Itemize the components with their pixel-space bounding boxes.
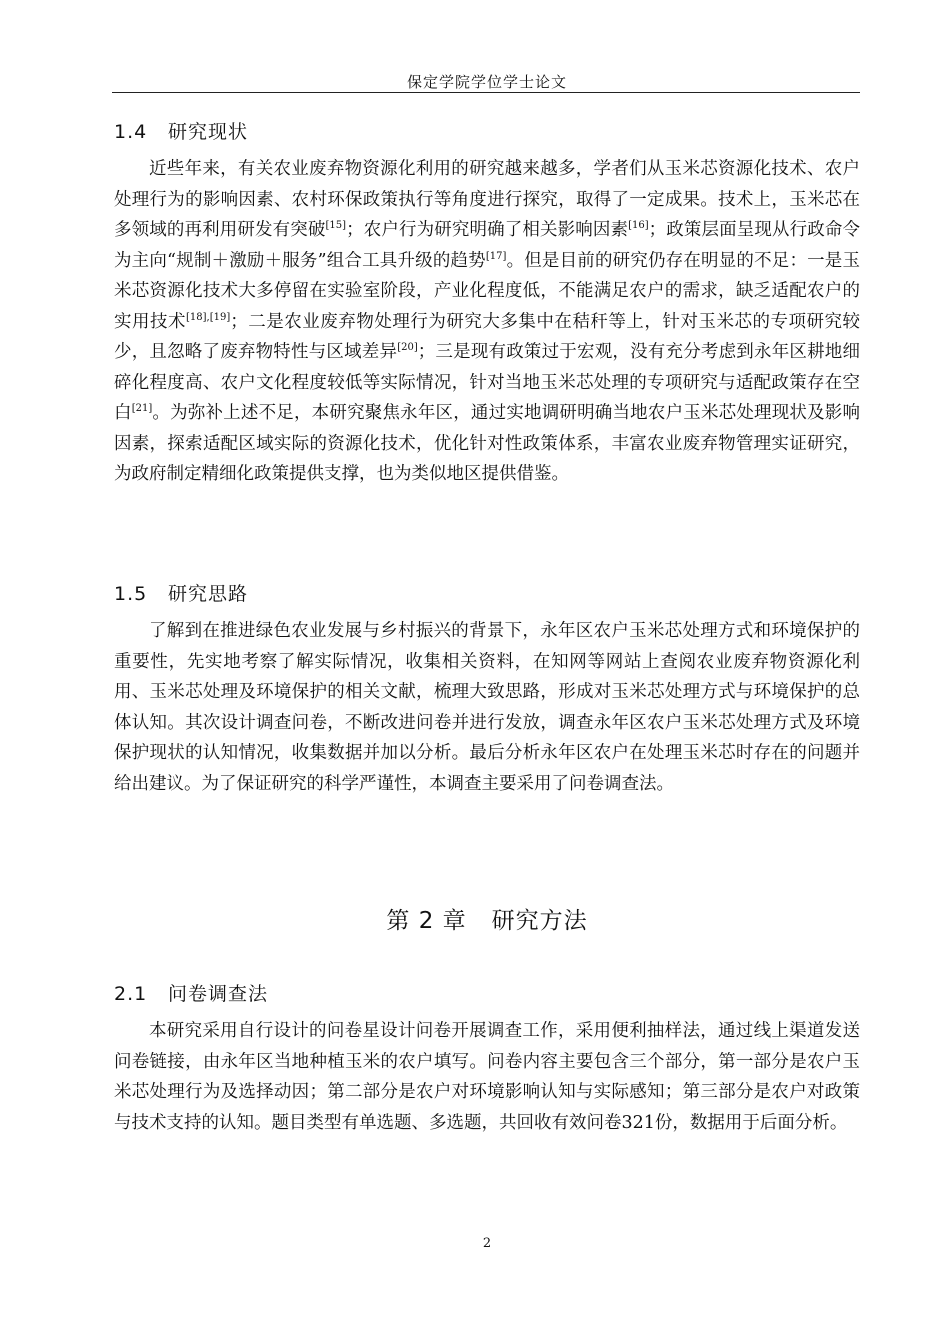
citation-ref: [16] — [628, 220, 649, 232]
section-title: 研究思路 — [168, 583, 249, 605]
section-1-5 — [114, 580, 860, 799]
page-number: 2 — [482, 1236, 492, 1251]
citation-ref: [21] — [131, 403, 153, 415]
section-number: 1.5 — [114, 583, 148, 605]
citation-ref: [15] — [325, 220, 347, 232]
citation-ref: [20] — [397, 342, 418, 354]
paragraph-research-status — [114, 154, 860, 490]
page-header: 保定学院学位学士论文 — [406, 73, 567, 91]
text-run: ；三是现有政策过于宏观，没有充分考虑到永年区耕地细碎化程度高、农户文化程度较低等实际情况，针对当地玉米芯处理的专项研究与适配政策存在空白 — [114, 342, 860, 423]
text-run: 。为弥补上述不足，本研究聚焦永年区，通过实地调研明确当地农户玉米芯处理现状及影响因素，探索适配区域实际的资源化技术，优化针对性政策体系，丰富农业废弃物管理实证研究，为政府制定精细化政策提供支撑，也为类似地区提供借鉴。 — [114, 403, 861, 484]
text-run: ；农户行为研究明确了相关影响因素 — [346, 220, 629, 240]
section-heading-2-1 — [114, 980, 860, 1008]
section-2-1 — [114, 980, 860, 1138]
header-rule — [112, 92, 860, 93]
section-heading-1-4 — [114, 118, 860, 146]
text-run: 。但是目前的研究仍存在明显的不足：一是玉米芯资源化技术大多停留在实验室阶段，产业化程度低，不能满足农户的需求，缺乏适配农户的实用技术 — [114, 250, 860, 332]
citation-ref: [18],[19] — [186, 311, 231, 323]
text-run: ；二是农业废弃物处理行为研究大多集中在秸秆等上，针对玉米芯的专项研究较少，且忽略了废弃物特性与区域差异 — [114, 311, 861, 362]
section-title: 问卷调查法 — [168, 983, 269, 1005]
section-heading-1-5 — [114, 580, 860, 608]
citation-ref: [17] — [485, 250, 507, 262]
section-1-4 — [114, 118, 860, 490]
section-title: 研究现状 — [168, 121, 249, 143]
paragraph-research-approach: 了解到在推进绿色农业发展与乡村振兴的背景下，永年区农户玉米芯处理方式和环境保护的重要性，先实地考察了解实际情况，收集相关资料，在知网等网站上查阅农业废弃物资源化利用、玉米芯处理及环境保护的相关文献，梳理大致思路，形成对玉米芯处理方式与环境保护的总体认知。其次设计调查问卷，不断改进问卷并进行发放，调查永年区农户玉米芯处理方式及环境保护现状的认知情况，收集数据并加以分析。最后分析永年区农户在处理玉米芯时存在的问题并给出建议。为了保证研究的科学严谨性，本调查主要采用了问卷调查法。 — [114, 621, 860, 794]
chapter-heading: 第 2 章 研究方法 — [386, 908, 588, 934]
paragraph-questionnaire-method: 本研究采用自行设计的问卷星设计问卷开展调查工作，采用便利抽样法，通过线上渠道发送问卷链接，由永年区当地种植玉米的农户填写。问卷内容主要包含三个部分，第一部分是农户玉米芯处理行为及选择动因；第二部分是农户对环境影响认知与实际感知；第三部分是农户对政策与技术支持的认知。题目类型有单选题、多选题，共回收有效问卷321份，数据用于后面分析。 — [114, 1021, 860, 1133]
section-number: 2.1 — [114, 983, 148, 1005]
text-run: 近些年来，有关农业废弃物资源化利用的研究越来越多，学者们从玉米芯资源化技术、农户处理行为的影响因素、农村环保政策执行等角度进行探究，取得了一定成果。技术上，玉米芯在多领域的再利用研发有突破 — [114, 159, 860, 240]
section-number: 1.4 — [114, 121, 148, 143]
text-run: ；政策层面呈现从行政命令为主向“规制＋激励＋服务”组合工具升级的趋势 — [114, 220, 861, 271]
